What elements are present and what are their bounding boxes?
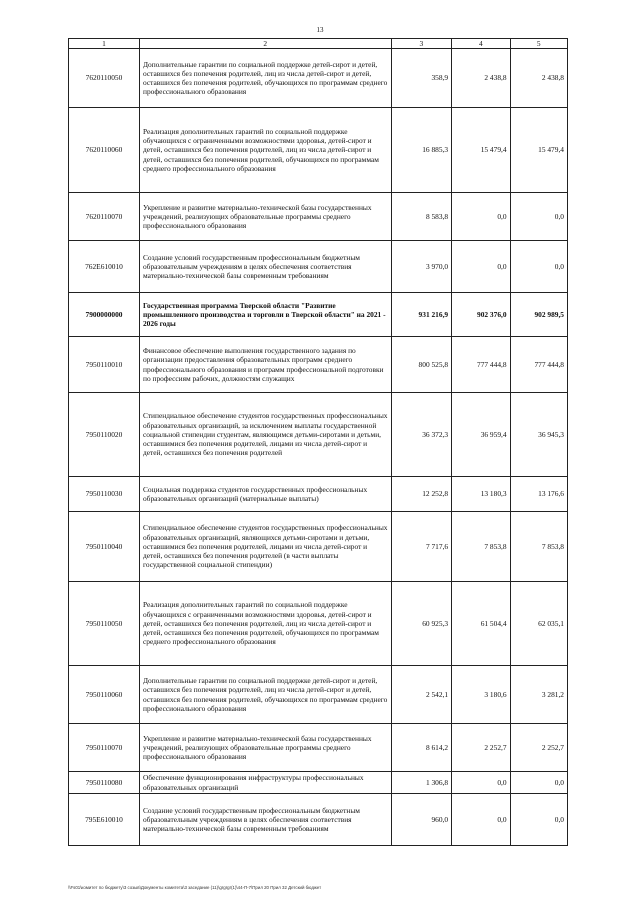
row-value-col3: 7 717,6: [391, 512, 452, 582]
row-code: 7950110030: [69, 477, 140, 512]
row-code: 7950110060: [69, 666, 140, 724]
header-col-5: 5: [510, 39, 567, 49]
row-value-col4: 7 853,8: [452, 512, 510, 582]
row-code: 7950110080: [69, 772, 140, 794]
row-value-col3: 12 252,8: [391, 477, 452, 512]
row-value-col5: 0,0: [510, 794, 567, 846]
row-value-col5: 777 444,8: [510, 337, 567, 393]
row-value-col5: 15 479,4: [510, 108, 567, 193]
row-value-col3: 36 372,3: [391, 393, 452, 477]
row-name: Социальная поддержка студентов государственных профессиональных образовательных организаций (материальные выплаты): [139, 477, 391, 512]
row-value-col3: 960,0: [391, 794, 452, 846]
table-row: [69, 724, 568, 772]
row-value-col3: 800 525,8: [391, 337, 452, 393]
row-value-col3: 8 614,2: [391, 724, 452, 772]
row-value-col5: 62 035,1: [510, 582, 567, 666]
row-name: Реализация дополнительных гарантий по социальной поддержке обучающихся с ограниченными возможностями здоровья, детей-сирот и детей, оставшихся без попечения родителей, лиц из числа детей-сирот и детей, оставшихся без попечения родителей, обучающихся по программам среднего профессионального образования: [139, 108, 391, 193]
table-row: [69, 666, 568, 724]
row-value-col4: 902 376,0: [452, 293, 510, 337]
table-row: [69, 49, 568, 108]
table-row: [69, 108, 568, 193]
row-value-col3: 931 216,9: [391, 293, 452, 337]
header-col-2: 2: [139, 39, 391, 49]
row-value-col5: 3 281,2: [510, 666, 567, 724]
row-value-col5: 0,0: [510, 241, 567, 293]
row-code: 7900000000: [69, 293, 140, 337]
row-name: Финансовое обеспечение выполнения государственного задания по организации предоставления образовательных программ среднего профессионального образования и программ профессиональной подготовки по профессиям рабочих, должностям служащих: [139, 337, 391, 393]
table-row: [69, 512, 568, 582]
row-value-col4: 777 444,8: [452, 337, 510, 393]
row-value-col4: 0,0: [452, 193, 510, 241]
header-col-1: 1: [69, 39, 140, 49]
row-value-col4: 2 438,8: [452, 49, 510, 108]
row-value-col4: 13 180,3: [452, 477, 510, 512]
row-code: 762E610010: [69, 241, 140, 293]
row-value-col3: 358,9: [391, 49, 452, 108]
table-row: [69, 393, 568, 477]
row-value-col4: 61 504,4: [452, 582, 510, 666]
footer-path: \\Fs01\комитет по бюджету\3 созыв\Документы комитета\3 заседание (11)\grgrgr(1)\44-П-7\Прил 20 Прил 32 Детский бюджет: [68, 885, 322, 890]
row-code: 7950110070: [69, 724, 140, 772]
table-row: [69, 241, 568, 293]
row-value-col5: 13 176,6: [510, 477, 567, 512]
row-value-col3: 16 885,3: [391, 108, 452, 193]
table-row: [69, 293, 568, 337]
row-value-col4: 0,0: [452, 772, 510, 794]
row-value-col4: 0,0: [452, 241, 510, 293]
row-code: 7950110020: [69, 393, 140, 477]
table-row: [69, 794, 568, 846]
row-name: Стипендиальное обеспечение студентов государственных профессиональных образовательных организаций, являющихся детьми-сиротами и детьми, оставшимися без попечения родителей, лицами из числа детей-сирот и детей, оставшихся без попечения родителей (в части выплаты государственной социальной стипендии): [139, 512, 391, 582]
row-value-col5: 7 853,8: [510, 512, 567, 582]
table-row: [69, 337, 568, 393]
row-code: 7950110050: [69, 582, 140, 666]
row-code: 7620110060: [69, 108, 140, 193]
row-value-col3: 60 925,3: [391, 582, 452, 666]
row-code: 7950110040: [69, 512, 140, 582]
row-value-col4: 3 180,6: [452, 666, 510, 724]
row-name: Стипендиальное обеспечение студентов государственных профессиональных образовательных организаций, за исключением выплаты государственной социальной стипендии студентам, являющимся детьми-сиротами и детьми, оставшимися без попечения родителей, лицами из числа детей-сирот и детей, оставшихся без попечения родителей: [139, 393, 391, 477]
row-name: Укрепление и развитие материально-технической базы государственных учреждений, реализующих образовательные программы среднего профессионального образования: [139, 193, 391, 241]
row-code: 795E610010: [69, 794, 140, 846]
row-name: Государственная программа Тверской области "Развитие промышленного производства и торговли в Тверской области" на 2021 - 2026 годы: [139, 293, 391, 337]
row-value-col4: 36 959,4: [452, 393, 510, 477]
row-name: Дополнительные гарантии по социальной поддержке детей-сирот и детей, оставшихся без попечения родителей, лиц из числа детей-сирот и детей, оставшихся без попечения родителей, обучающихся по программам среднего профессионального образования: [139, 49, 391, 108]
row-code: 7950110010: [69, 337, 140, 393]
row-value-col3: 1 306,8: [391, 772, 452, 794]
row-value-col3: 8 583,8: [391, 193, 452, 241]
budget-table: [68, 38, 568, 846]
row-name: Создание условий государственным профессиональным бюджетным образовательным учреждениям в целях обеспечения соответствия материально-технической базы современным требованиям: [139, 794, 391, 846]
header-col-4: 4: [452, 39, 510, 49]
row-value-col5: 2 438,8: [510, 49, 567, 108]
row-name: Создание условий государственным профессиональным бюджетным образовательным учреждениям в целях обеспечения соответствия материально-технической базы современным требованиям: [139, 241, 391, 293]
table-header-row: [69, 39, 568, 49]
row-value-col5: 2 252,7: [510, 724, 567, 772]
table-row: [69, 582, 568, 666]
table-row: [69, 772, 568, 794]
row-name: Реализация дополнительных гарантий по социальной поддержке обучающихся с ограниченными возможностями здоровья, детей-сирот и детей, оставшихся без попечения родителей, лиц из числа детей-сирот и детей, оставшихся без попечения родителей, обучающихся по программам среднего профессионального образования: [139, 582, 391, 666]
row-value-col5: 36 945,3: [510, 393, 567, 477]
page-number: 13: [316, 26, 324, 34]
table-row: [69, 477, 568, 512]
row-code: 7620110070: [69, 193, 140, 241]
row-value-col4: 2 252,7: [452, 724, 510, 772]
row-code: 7620110050: [69, 49, 140, 108]
row-value-col4: 0,0: [452, 794, 510, 846]
row-value-col5: 0,0: [510, 193, 567, 241]
table-body: [69, 49, 568, 846]
row-name: Укрепление и развитие материально-технической базы государственных учреждений, реализующих образовательные программы среднего профессионального образования: [139, 724, 391, 772]
row-name: Обеспечение функционирования инфраструктуры профессиональных образовательных организаций: [139, 772, 391, 794]
row-value-col5: 902 989,5: [510, 293, 567, 337]
header-col-3: 3: [391, 39, 452, 49]
row-value-col5: 0,0: [510, 772, 567, 794]
row-value-col3: 3 970,0: [391, 241, 452, 293]
row-value-col4: 15 479,4: [452, 108, 510, 193]
row-value-col3: 2 542,1: [391, 666, 452, 724]
table-row: [69, 193, 568, 241]
row-name: Дополнительные гарантии по социальной поддержке детей-сирот и детей, оставшихся без попечения родителей, лиц из числа детей-сирот и детей, оставшихся без попечения родителей, обучающихся по программам среднего профессионального образования: [139, 666, 391, 724]
